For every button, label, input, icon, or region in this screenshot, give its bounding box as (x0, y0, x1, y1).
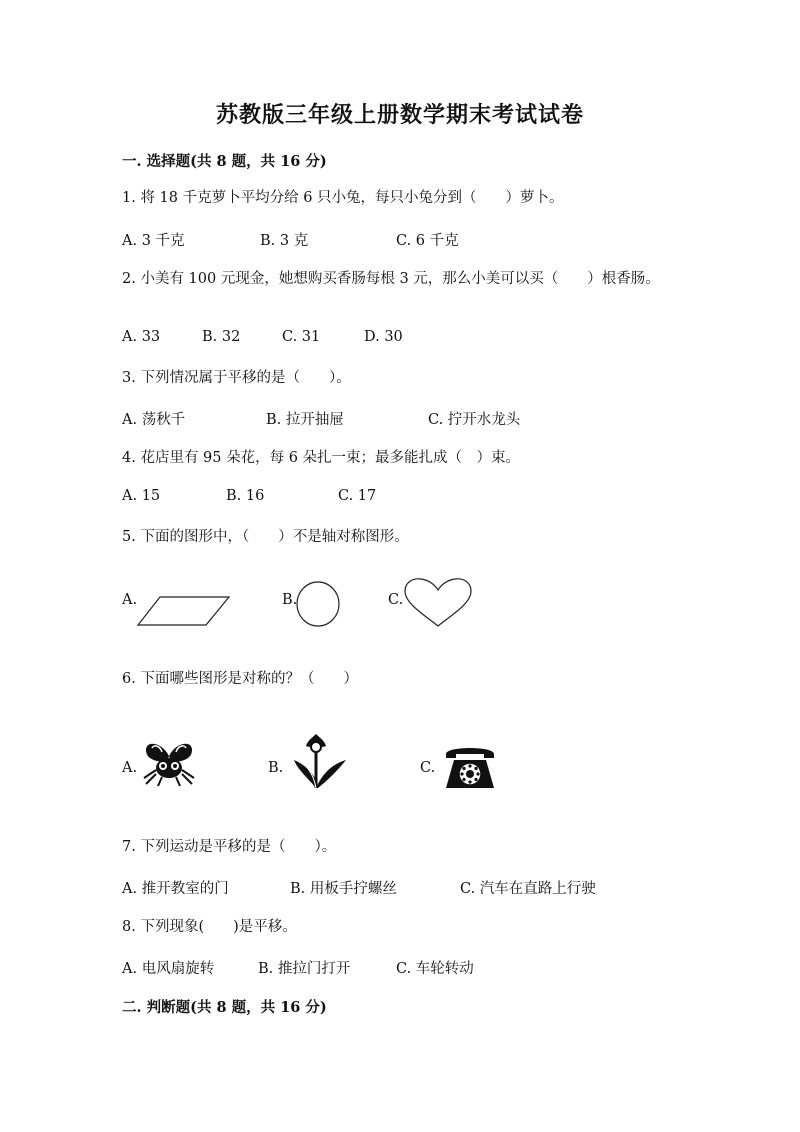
question-1: 1. 将 18 千克萝卜平均分给 6 只小兔，每只小兔分到（ ）萝卜。 (122, 190, 564, 206)
option-b: B. 16 (226, 488, 265, 504)
option-a: A. 荡秋千 (122, 412, 186, 428)
question-4: 4. 花店里有 95 朵花，每 6 朵扎一束；最多能扎成（ ）束。 (122, 450, 521, 466)
heart-icon (402, 576, 474, 630)
flower-icon (292, 730, 350, 792)
option-c: C. 6 千克 (396, 233, 459, 249)
circle-icon (294, 579, 342, 629)
option-a: A. (122, 760, 138, 776)
option-b: B. 3 克 (260, 233, 309, 249)
option-c: C. 车轮转动 (396, 961, 474, 977)
question-3: 3. 下列情况属于平移的是（ ）。 (122, 370, 351, 386)
page-title: 苏教版三年级上册数学期末考试试卷 (215, 102, 584, 128)
option-b: B. 拉开抽屉 (266, 412, 344, 428)
option-a: A. 33 (122, 329, 161, 345)
option-c: C. 17 (338, 488, 377, 504)
parallelogram-icon (136, 594, 232, 628)
question-5: 5. 下面的图形中，（ ）不是轴对称图形。 (122, 529, 409, 545)
option-b: B. 用板手拧螺丝 (290, 881, 397, 897)
option-c: C. 拧开水龙头 (428, 412, 521, 428)
option-c: C. 汽车在直路上行驶 (460, 881, 596, 897)
option-a: A. (122, 592, 138, 608)
option-b: B. (282, 592, 298, 608)
question-6: 6. 下面哪些图形是对称的？（ ） (122, 671, 358, 687)
telephone-icon (442, 744, 498, 792)
option-c: C. (388, 592, 404, 608)
option-b: B. 推拉门打开 (258, 961, 351, 977)
option-b: B. (268, 760, 284, 776)
option-c: C. (420, 760, 436, 776)
option-a: A. 3 千克 (122, 233, 185, 249)
section-heading-true-false: 二. 判断题(共 8 题，共 16 分) (122, 999, 327, 1016)
option-a: A. 推开教室的门 (122, 881, 229, 897)
bug-icon (138, 734, 200, 788)
option-b: B. 32 (202, 329, 241, 345)
question-8: 8. 下列现象( )是平移。 (122, 919, 297, 935)
option-c: C. 31 (282, 329, 321, 345)
question-7: 7. 下列运动是平移的是（ ）。 (122, 839, 337, 855)
section-heading-choice: 一. 选择题(共 8 题，共 16 分) (122, 153, 327, 170)
question-2: 2. 小美有 100 元现金，她想购买香肠每根 3 元，那么小美可以买（ ）根香肠。 (122, 271, 660, 287)
option-a: A. 电风扇旋转 (122, 961, 215, 977)
option-a: A. 15 (122, 488, 161, 504)
option-d: D. 30 (364, 329, 403, 345)
